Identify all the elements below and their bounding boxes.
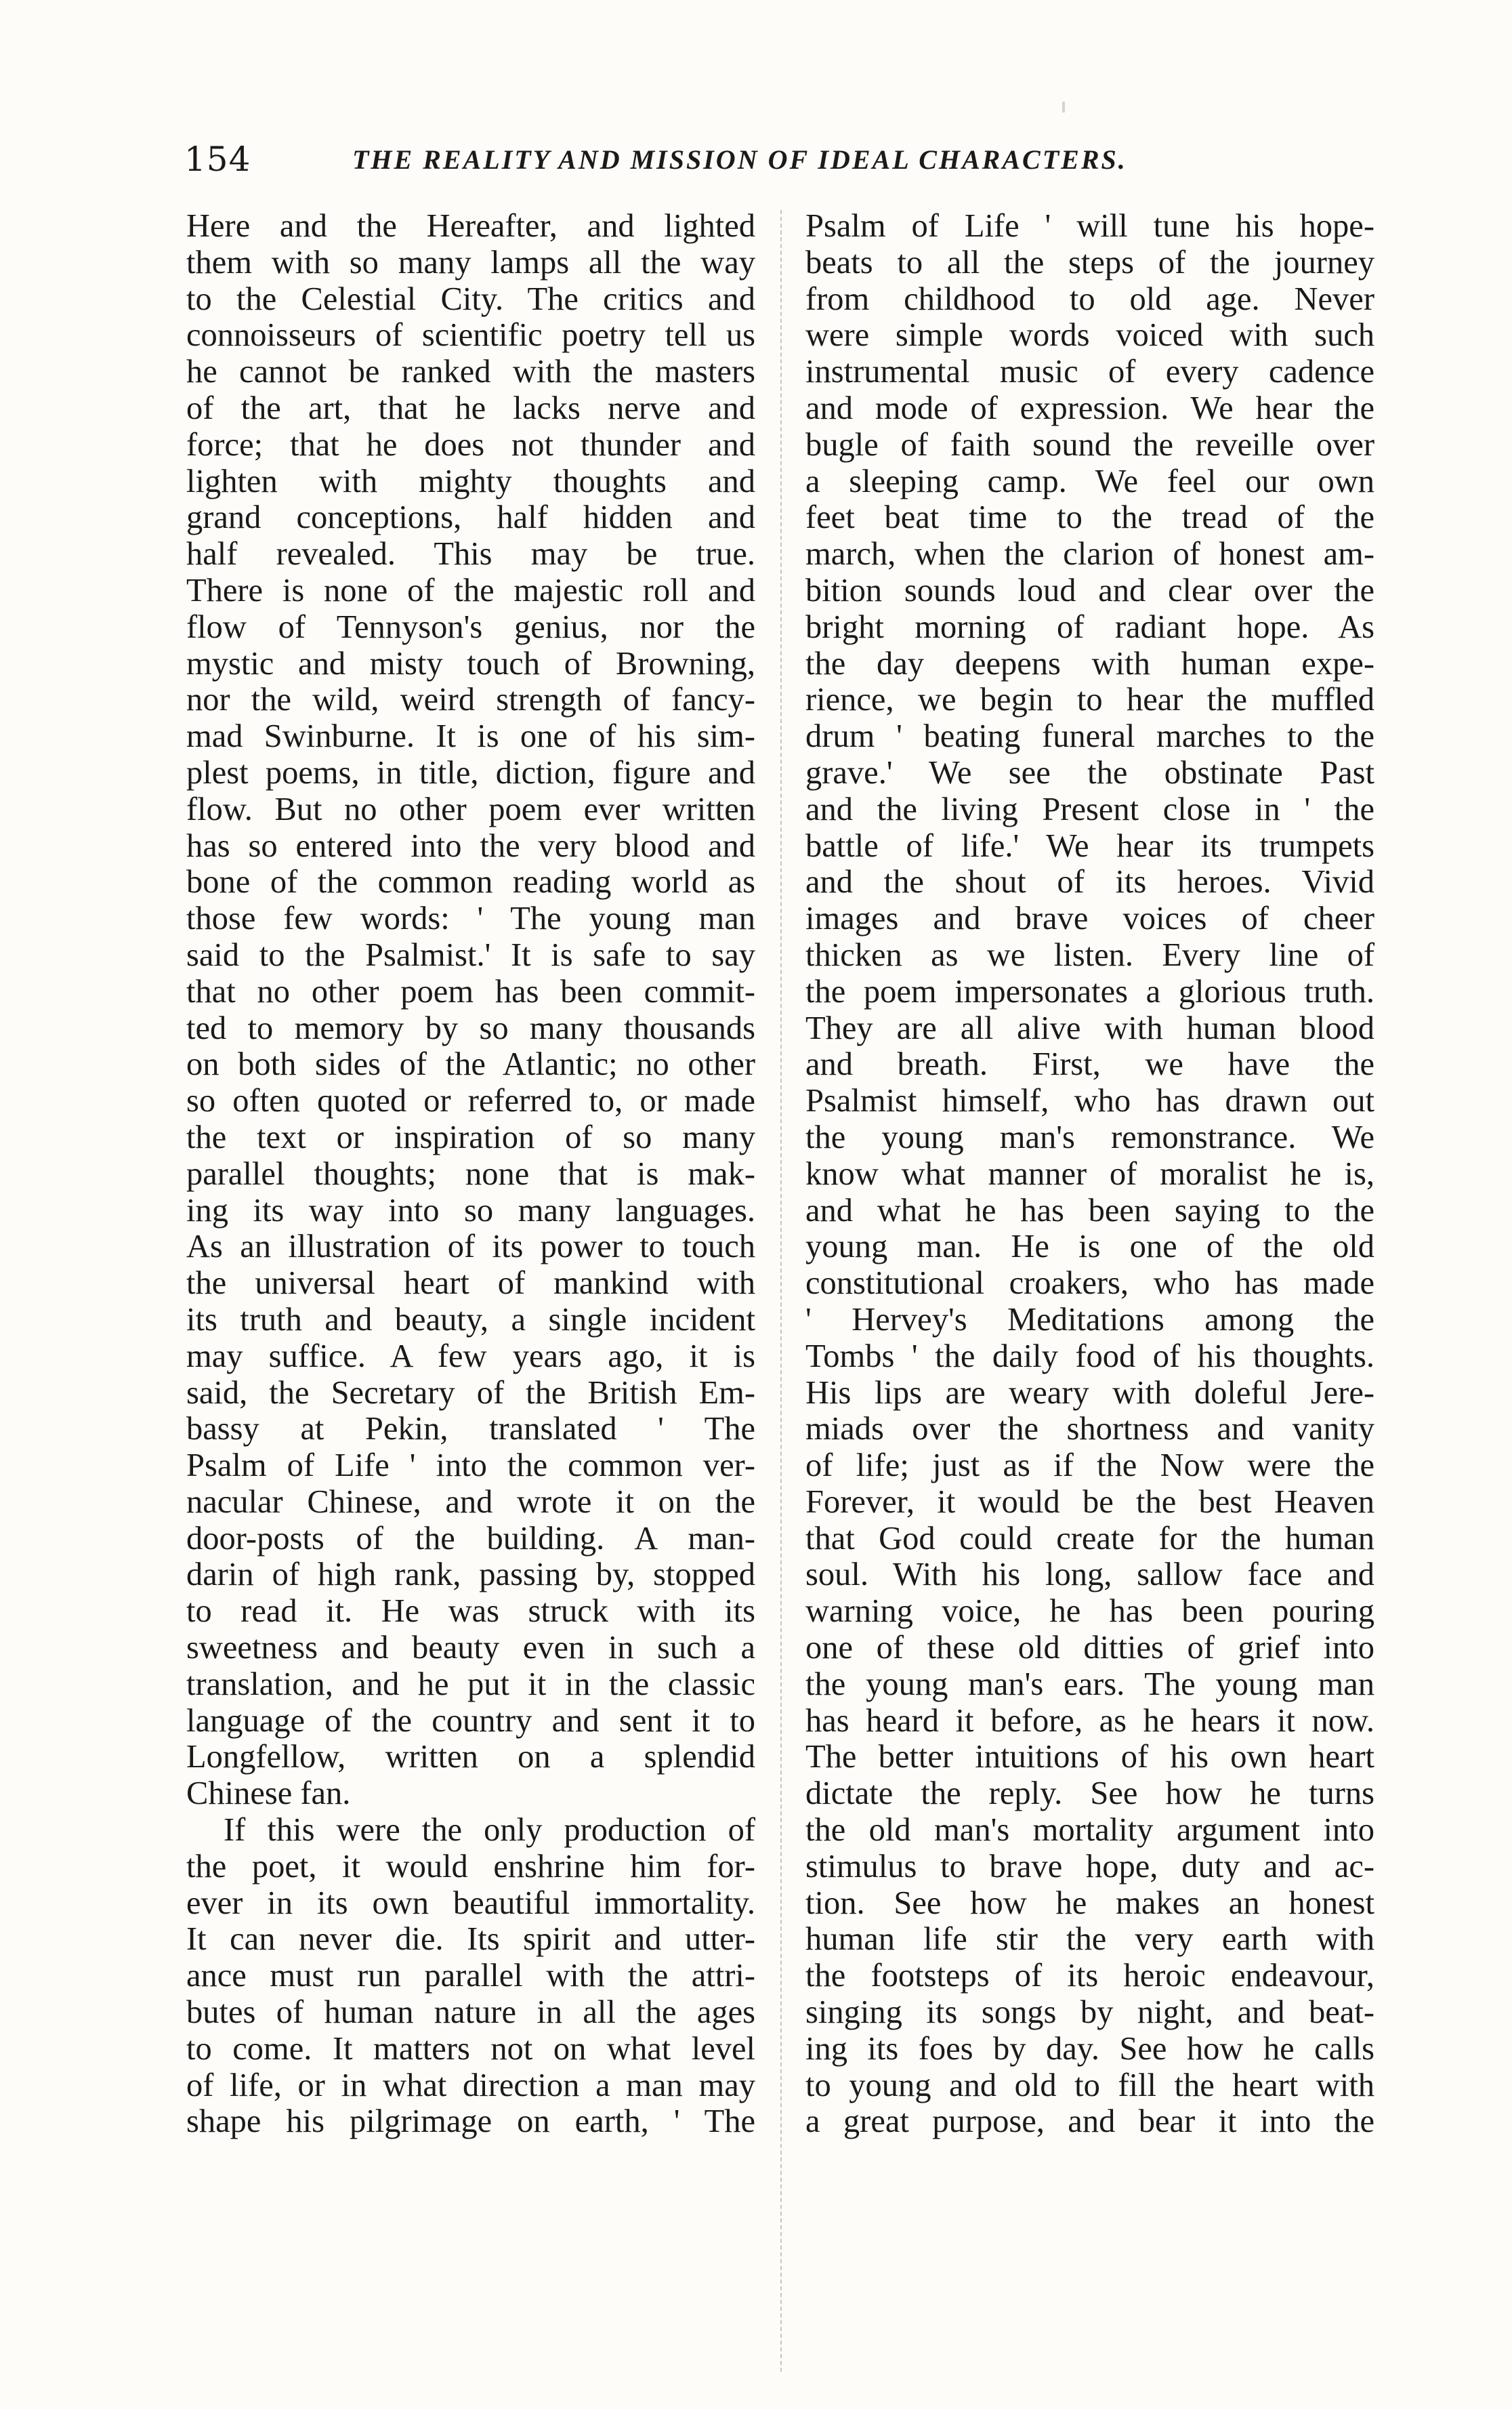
text-line: rience, we begin to hear the muffled — [805, 682, 1374, 718]
text-line: the old man's mortality argument into — [805, 1812, 1374, 1849]
text-line: miads over the shortness and vanity — [805, 1411, 1374, 1447]
column-divider — [780, 210, 782, 2372]
text-line: butes of human nature in all the ages — [186, 1994, 755, 2031]
text-line: and what he has been saying to the — [805, 1192, 1374, 1229]
text-line: half revealed. This may be true. — [186, 536, 755, 573]
page-number: 154 — [184, 140, 251, 179]
text-line: so often quoted or referred to, or made — [186, 1083, 755, 1119]
text-line: the poem impersonates a glorious truth. — [805, 973, 1374, 1010]
text-line: flow of Tennyson's genius, nor the — [186, 609, 755, 645]
text-line: thicken as we listen. Every line of — [805, 936, 1374, 973]
text-line: were simple words voiced with such — [805, 317, 1374, 354]
text-line: them with so many lamps all the way — [186, 244, 755, 281]
text-line: nor the wild, weird strength of fancy- — [186, 682, 755, 718]
text-line: human life stir the very earth with — [805, 1921, 1374, 1958]
right-column — [805, 208, 1374, 2140]
text-line: Tombs ' the daily food of his thoughts. — [805, 1338, 1374, 1374]
text-line: ance must run parallel with the attri- — [186, 1958, 755, 1994]
text-line: The better intuitions of his own heart — [805, 1739, 1374, 1775]
text-line: force; that he does not thunder and — [186, 426, 755, 463]
text-line: It can never die. Its spirit and utter- — [186, 1921, 755, 1958]
text-line: nacular Chinese, and wrote it on the — [186, 1483, 755, 1520]
text-line: ' Hervey's Meditations among the — [805, 1301, 1374, 1338]
text-line: to the Celestial City. The critics and — [186, 281, 755, 317]
text-line: of life; just as if the Now were the — [805, 1447, 1374, 1484]
text-line: Chinese fan. — [186, 1775, 351, 1812]
text-line: ing its way into so many languages. — [186, 1192, 755, 1229]
text-line: of the art, that he lacks nerve and — [186, 390, 755, 426]
text-line: drum ' beating funeral marches to the — [805, 718, 1374, 755]
text-line: and the shout of its heroes. Vivid — [805, 864, 1374, 901]
text-line: of life, or in what direction a man may — [186, 2067, 755, 2103]
text-line: Forever, it would be the best Heaven — [805, 1483, 1374, 1520]
text-line: dictate the reply. See how he turns — [805, 1775, 1374, 1812]
running-title: THE REALITY AND MISSION OF IDEAL CHARACTERS. — [352, 144, 1127, 175]
text-line: instrumental music of every cadence — [805, 354, 1374, 390]
text-line: to read it. He was struck with its — [186, 1593, 755, 1630]
scan-mark — [1062, 102, 1065, 112]
text-line: parallel thoughts; none that is mak- — [186, 1155, 755, 1192]
text-line: mystic and misty touch of Browning, — [186, 645, 755, 682]
text-line: has heard it before, as he hears it now. — [805, 1702, 1374, 1739]
text-line: flow. But no other poem ever written — [186, 791, 755, 827]
text-line: to young and old to fill the heart with — [805, 2067, 1374, 2103]
text-line: has so entered into the very blood and — [186, 827, 755, 864]
text-line: the day deepens with human expe- — [805, 645, 1374, 682]
text-line: its truth and beauty, a single incident — [186, 1301, 755, 1338]
text-line: mad Swinburne. It is one of his sim- — [186, 718, 755, 755]
text-line: darin of high rank, passing by, stopped — [186, 1557, 755, 1593]
text-line: Psalm of Life ' into the common ver- — [186, 1447, 755, 1484]
text-line: sweetness and beauty even in such a — [186, 1630, 755, 1666]
text-line: beats to all the steps of the journey — [805, 244, 1374, 281]
text-line: to come. It matters not on what level — [186, 2030, 755, 2067]
text-line: the young man's remonstrance. We — [805, 1119, 1374, 1155]
text-line: march, when the clarion of honest am- — [805, 536, 1374, 573]
text-line: singing its songs by night, and beat- — [805, 1994, 1374, 2031]
text-line: and mode of expression. We hear the — [805, 390, 1374, 426]
text-line: and the living Present close in ' the — [805, 791, 1374, 827]
text-line: the footsteps of its heroic endeavour, — [805, 1958, 1374, 1994]
text-line: translation, and he put it in the classic — [186, 1666, 755, 1702]
text-line: said, the Secretary of the British Em- — [186, 1374, 755, 1411]
text-line: bright morning of radiant hope. As — [805, 609, 1374, 645]
text-line: a sleeping camp. We feel our own — [805, 463, 1374, 499]
text-line: feet beat time to the tread of the — [805, 499, 1374, 536]
text-line: the universal heart of mankind with — [186, 1265, 755, 1302]
text-line: images and brave voices of cheer — [805, 901, 1374, 937]
text-line: ing its foes by day. See how he calls — [805, 2030, 1374, 2067]
text-line: battle of life.' We hear its trumpets — [805, 827, 1374, 864]
text-line: Psalm of Life ' will tune his hope- — [805, 208, 1374, 244]
text-line: a great purpose, and bear it into the — [805, 2103, 1374, 2140]
text-line: that no other poem has been commit- — [186, 973, 755, 1010]
left-column — [186, 208, 755, 2140]
text-line: that God could create for the human — [805, 1520, 1374, 1557]
text-line: ted to memory by so many thousands — [186, 1010, 755, 1046]
text-line: soul. With his long, sallow face and — [805, 1557, 1374, 1593]
text-line: one of these old ditties of grief into — [805, 1630, 1374, 1666]
text-line: language of the country and sent it to — [186, 1702, 755, 1739]
text-line: bition sounds loud and clear over the — [805, 572, 1374, 609]
text-line: tion. See how he makes an honest — [805, 1885, 1374, 1921]
text-line: those few words: ' The young man — [186, 901, 755, 937]
text-line: His lips are weary with doleful Jere- — [805, 1374, 1374, 1411]
text-line: Longfellow, written on a splendid — [186, 1739, 755, 1775]
text-line: the young man's ears. The young man — [805, 1666, 1374, 1702]
text-line: the text or inspiration of so many — [186, 1119, 755, 1155]
text-line: may suffice. A few years ago, it is — [186, 1338, 755, 1374]
text-line: As an illustration of its power to touch — [186, 1229, 755, 1265]
text-line: young man. He is one of the old — [805, 1229, 1374, 1265]
text-line: know what manner of moralist he is, — [805, 1155, 1374, 1192]
text-line: grave.' We see the obstinate Past — [805, 754, 1374, 791]
text-line: he cannot be ranked with the masters — [186, 354, 755, 390]
text-line: lighten with mighty thoughts and — [186, 463, 755, 499]
text-line: grand conceptions, half hidden and — [186, 499, 755, 536]
text-line: from childhood to old age. Never — [805, 281, 1374, 317]
text-line: bone of the common reading world as — [186, 864, 755, 901]
text-line: Psalmist himself, who has drawn out — [805, 1083, 1374, 1119]
text-line: They are all alive with human blood — [805, 1010, 1374, 1046]
text-line: bugle of faith sound the reveille over — [805, 426, 1374, 463]
text-line: ever in its own beautiful immortality. — [186, 1885, 755, 1921]
text-line: constitutional croakers, who has made — [805, 1265, 1374, 1302]
text-line: bassy at Pekin, translated ' The — [186, 1411, 755, 1447]
text-line: stimulus to brave hope, duty and ac- — [805, 1848, 1374, 1885]
text-line: If this were the only production of — [224, 1812, 755, 1849]
text-line: and breath. First, we have the — [805, 1046, 1374, 1083]
text-line: plest poems, in title, diction, figure and — [186, 754, 755, 791]
text-line: door-posts of the building. A man- — [186, 1520, 755, 1557]
text-line: Here and the Hereafter, and lighted — [186, 208, 755, 244]
text-line: warning voice, he has been pouring — [805, 1593, 1374, 1630]
text-line: on both sides of the Atlantic; no other — [186, 1046, 755, 1083]
text-line: the poet, it would enshrine him for- — [186, 1848, 755, 1885]
text-line: connoisseurs of scientific poetry tell us — [186, 317, 755, 354]
text-line: There is none of the majestic roll and — [186, 572, 755, 609]
text-line: said to the Psalmist.' It is safe to say — [186, 936, 755, 973]
text-line: shape his pilgrimage on earth, ' The — [186, 2103, 755, 2140]
